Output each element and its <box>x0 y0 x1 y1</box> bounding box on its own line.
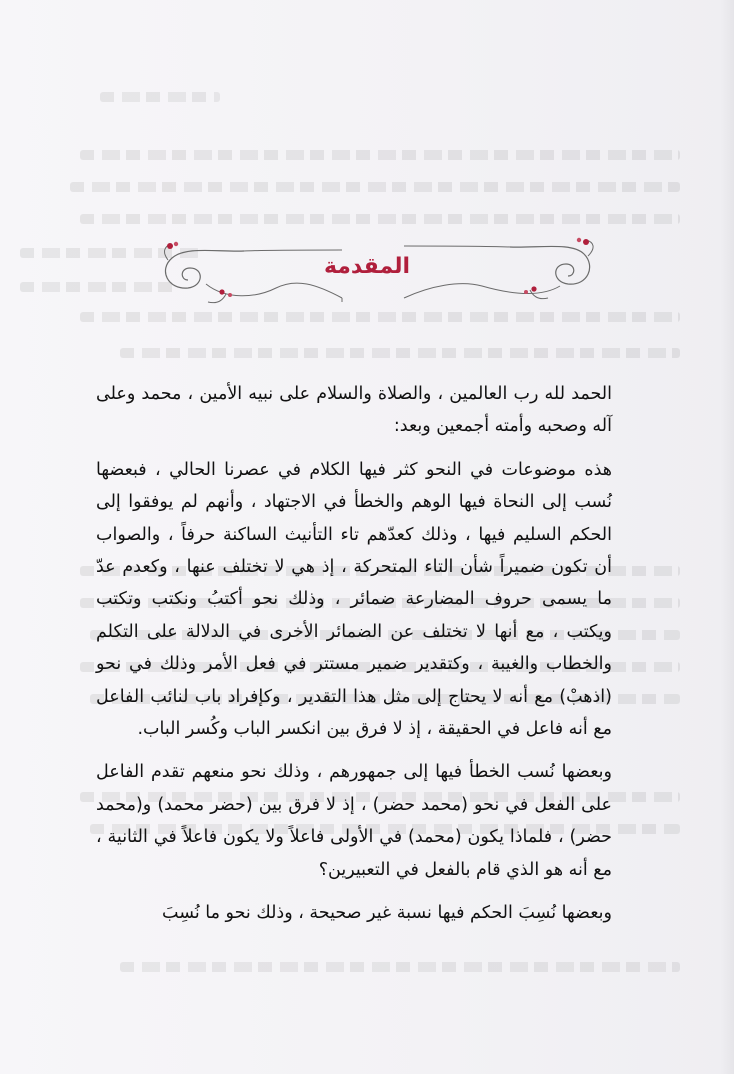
body-text <box>96 378 612 930</box>
paragraph-3: وبعضها نُسب الخطأ فيها إلى جمهورهم ، وذلك نحو منعهم تقدم الفاعل على الفعل في نحو (محمد حضر) ، إذ لا فرق بين (حضر محمد) و(محمد حضر) ، فلماذا يكون (محمد) في الأولى فاعلاً ولا يكون فاعلاً في الثانية ، مع أنه هو الذي قام بالفعل في التعبيرين؟ <box>96 762 612 880</box>
page-edge-shadow <box>720 0 734 1074</box>
paragraph-2: هذه موضوعات في النحو كثر فيها الكلام في عصرنا الحالي ، فبعضها نُسب إلى النحاة فيها الوهم والخطأ في الاجتهاد ، وأنهم لم يوفقوا إلى الحكم السليم فيها ، وذلك كعدّهم تاء التأنيث الساكنة حرفاً ، والصواب أن تكون ضميراً شأن التاء المتحركة ، إذ هي لا تختلف عنها ، وكعدم عدّ ما يسمى حروف المضارعة ضمائر ، وذلك نحو أكتبُ ونكتب وتكتب ويكتب ، مع أنها لا تختلف عن الضمائر الأخرى في الدلالة على التكلم والخطاب والغيبة ، وكتقدير ضمير مستتر في فعل الأمر وذلك في نحو (اذهبْ) مع أنه لا يحتاج إلى مثل هذا التقدير ، وكإفراد باب لنائب الفاعل مع أنه فاعل في الحقيقة ، إذ لا فرق بين انكسر الباب وكُسر الباب. <box>96 459 612 740</box>
paragraph-1: الحمد لله رب العالمين ، والصلاة والسلام على نبيه الأمين ، محمد وعلى آله وصحبه وأمته أجمعين وبعد: <box>96 384 612 437</box>
section-heading: المقدمة <box>323 254 411 279</box>
paragraph-4: وبعضها نُسِبَ الحكم فيها نسبة غير صحيحة ، وذلك نحو ما نُسِبَ <box>162 903 612 924</box>
